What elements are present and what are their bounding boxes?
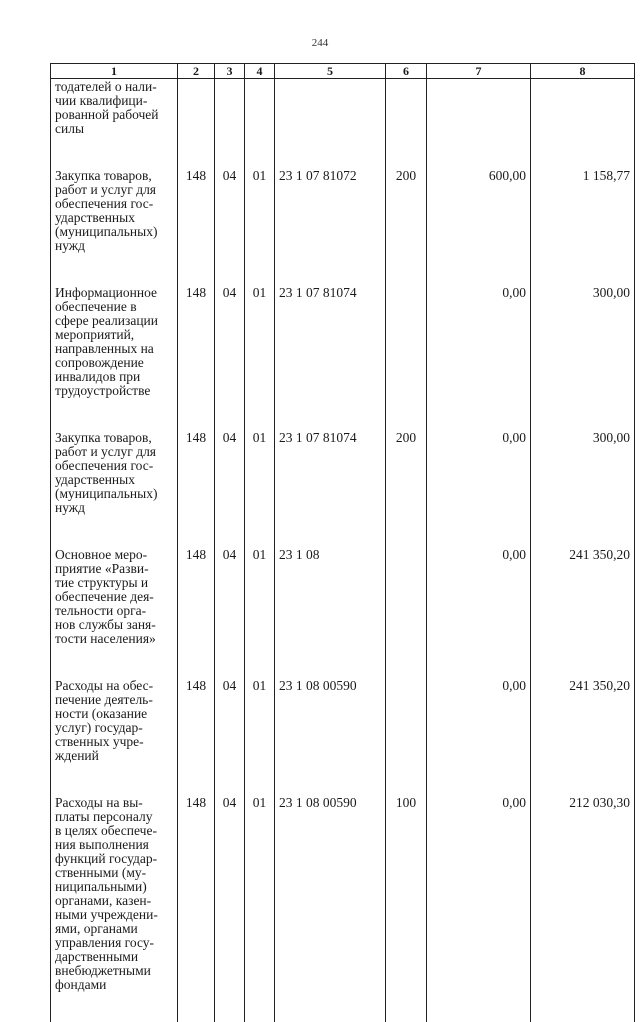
header-col-4: 4 <box>245 64 275 79</box>
cell-name-line: управления госу- <box>55 936 173 950</box>
cell-amount-2: 300,00 <box>531 428 635 515</box>
table-row <box>51 676 635 763</box>
header-col-5: 5 <box>275 64 386 79</box>
spacer-cell <box>51 992 178 1022</box>
cell-expense-type <box>386 545 427 646</box>
spacer-cell <box>215 253 245 283</box>
cell-name-line: внебюджетными <box>55 964 173 978</box>
header-col-2: 2 <box>178 64 215 79</box>
cell-name-line: услуг) государ- <box>55 721 173 735</box>
cell-section: 04 <box>215 283 245 398</box>
cell-expense-type <box>386 676 427 763</box>
row-spacer <box>51 992 635 1022</box>
cell-name-line: трудоустройстве <box>55 384 173 398</box>
spacer-cell <box>215 136 245 166</box>
cell-name-line: (муниципальных) <box>55 487 173 501</box>
spacer-cell <box>275 646 386 676</box>
spacer-cell <box>51 136 178 166</box>
spacer-cell <box>386 763 427 793</box>
cell-name-line: обеспечение дея- <box>55 590 173 604</box>
cell-expense-type <box>386 283 427 398</box>
cell-name-line: нужд <box>55 501 173 515</box>
spacer-cell <box>51 398 178 428</box>
spacer-cell <box>386 253 427 283</box>
cell-section <box>215 79 245 137</box>
cell-ministry: 148 <box>178 283 215 398</box>
cell-name <box>51 79 178 137</box>
header-col-3: 3 <box>215 64 245 79</box>
table-row <box>51 283 635 398</box>
cell-name-line: ственными (му- <box>55 866 173 880</box>
table-row <box>51 428 635 515</box>
cell-section: 04 <box>215 793 245 992</box>
cell-subsection: 01 <box>245 793 275 992</box>
spacer-cell <box>245 136 275 166</box>
cell-name <box>51 428 178 515</box>
cell-name-line: чии квалифици- <box>55 94 173 108</box>
spacer-cell <box>178 253 215 283</box>
spacer-cell <box>51 646 178 676</box>
cell-amount-2: 212 030,30 <box>531 793 635 992</box>
spacer-cell <box>386 398 427 428</box>
table-row <box>51 793 635 992</box>
cell-name-line: ударственных <box>55 211 173 225</box>
spacer-cell <box>531 398 635 428</box>
row-spacer <box>51 136 635 166</box>
row-spacer <box>51 253 635 283</box>
cell-ministry: 148 <box>178 793 215 992</box>
cell-name-line: Закупка товаров, <box>55 169 173 183</box>
spacer-cell <box>178 515 215 545</box>
spacer-cell <box>215 763 245 793</box>
cell-section: 04 <box>215 676 245 763</box>
budget-table <box>50 63 635 1022</box>
cell-name-line: платы персоналу <box>55 810 173 824</box>
cell-name <box>51 545 178 646</box>
cell-name-line: ударственных <box>55 473 173 487</box>
spacer-cell <box>245 398 275 428</box>
cell-amount-1: 600,00 <box>427 166 531 253</box>
cell-ministry: 148 <box>178 545 215 646</box>
cell-amount-2: 241 350,20 <box>531 545 635 646</box>
spacer-cell <box>531 253 635 283</box>
spacer-cell <box>245 515 275 545</box>
cell-section: 04 <box>215 166 245 253</box>
spacer-cell <box>531 515 635 545</box>
cell-ministry: 148 <box>178 676 215 763</box>
cell-name <box>51 166 178 253</box>
cell-expense-type: 200 <box>386 428 427 515</box>
cell-name-line: ями, органами <box>55 922 173 936</box>
cell-name-line: (муниципальных) <box>55 225 173 239</box>
cell-name-line: сфере реализации <box>55 314 173 328</box>
cell-amount-2 <box>531 79 635 137</box>
cell-name-line: работ и услуг для <box>55 445 173 459</box>
spacer-cell <box>386 992 427 1022</box>
cell-section: 04 <box>215 545 245 646</box>
spacer-cell <box>531 646 635 676</box>
cell-amount-1: 0,00 <box>427 676 531 763</box>
spacer-cell <box>275 763 386 793</box>
cell-target-article: 23 1 07 81074 <box>275 428 386 515</box>
cell-name-line: Расходы на обес- <box>55 679 173 693</box>
spacer-cell <box>386 136 427 166</box>
spacer-cell <box>531 763 635 793</box>
cell-name-line: ниципальными) <box>55 880 173 894</box>
spacer-cell <box>245 992 275 1022</box>
cell-expense-type: 100 <box>386 793 427 992</box>
cell-subsection: 01 <box>245 428 275 515</box>
cell-name-line: органами, казен- <box>55 894 173 908</box>
cell-name-line: обеспечения гос- <box>55 459 173 473</box>
spacer-cell <box>427 398 531 428</box>
cell-target-article: 23 1 08 00590 <box>275 793 386 992</box>
spacer-cell <box>427 992 531 1022</box>
cell-target-article: 23 1 07 81072 <box>275 166 386 253</box>
spacer-cell <box>427 136 531 166</box>
cell-amount-1: 0,00 <box>427 283 531 398</box>
cell-amount-1: 0,00 <box>427 545 531 646</box>
cell-amount-2: 300,00 <box>531 283 635 398</box>
cell-name-line: Информационное <box>55 286 173 300</box>
spacer-cell <box>215 646 245 676</box>
row-spacer <box>51 515 635 545</box>
cell-name <box>51 283 178 398</box>
cell-amount-1: 0,00 <box>427 428 531 515</box>
table-row <box>51 166 635 253</box>
spacer-cell <box>51 515 178 545</box>
cell-name-line: Расходы на вы- <box>55 796 173 810</box>
cell-target-article <box>275 79 386 137</box>
cell-name-line: тельности орга- <box>55 604 173 618</box>
cell-ministry: 148 <box>178 166 215 253</box>
cell-name <box>51 676 178 763</box>
spacer-cell <box>275 253 386 283</box>
cell-target-article: 23 1 08 00590 <box>275 676 386 763</box>
cell-subsection: 01 <box>245 545 275 646</box>
cell-name-line: дарственными <box>55 950 173 964</box>
spacer-cell <box>178 763 215 793</box>
spacer-cell <box>427 646 531 676</box>
cell-name-line: тие структуры и <box>55 576 173 590</box>
cell-name-line: тодателей о нали- <box>55 80 173 94</box>
spacer-cell <box>427 253 531 283</box>
spacer-cell <box>531 992 635 1022</box>
row-spacer <box>51 398 635 428</box>
cell-amount-2: 241 350,20 <box>531 676 635 763</box>
cell-name-line: направленных на <box>55 342 173 356</box>
cell-name-line: нужд <box>55 239 173 253</box>
spacer-cell <box>51 253 178 283</box>
cell-subsection <box>245 79 275 137</box>
spacer-cell <box>275 398 386 428</box>
cell-subsection: 01 <box>245 166 275 253</box>
spacer-cell <box>178 398 215 428</box>
spacer-cell <box>178 646 215 676</box>
cell-amount-2: 1 158,77 <box>531 166 635 253</box>
cell-name-line: инвалидов при <box>55 370 173 384</box>
cell-name-line: нов службы заня- <box>55 618 173 632</box>
cell-name-line: в целях обеспече- <box>55 824 173 838</box>
cell-name-line: печение деятель- <box>55 693 173 707</box>
header-col-8: 8 <box>531 64 635 79</box>
cell-section: 04 <box>215 428 245 515</box>
spacer-cell <box>386 515 427 545</box>
cell-target-article: 23 1 07 81074 <box>275 283 386 398</box>
cell-name-line: Основное меро- <box>55 548 173 562</box>
cell-name <box>51 793 178 992</box>
spacer-cell <box>178 992 215 1022</box>
cell-ministry <box>178 79 215 137</box>
header-col-7: 7 <box>427 64 531 79</box>
cell-expense-type: 200 <box>386 166 427 253</box>
spacer-cell <box>427 515 531 545</box>
spacer-cell <box>275 515 386 545</box>
cell-name-line: ждений <box>55 749 173 763</box>
cell-subsection: 01 <box>245 676 275 763</box>
spacer-cell <box>275 992 386 1022</box>
header-row <box>51 64 635 79</box>
table-body <box>51 79 635 1022</box>
spacer-cell <box>245 763 275 793</box>
spacer-cell <box>386 646 427 676</box>
cell-name-line: тости населения» <box>55 632 173 646</box>
cell-name-line: рованной рабочей <box>55 108 173 122</box>
spacer-cell <box>275 136 386 166</box>
cell-name-line: обеспечения гос- <box>55 197 173 211</box>
spacer-cell <box>531 136 635 166</box>
spacer-cell <box>215 515 245 545</box>
cell-name-line: работ и услуг для <box>55 183 173 197</box>
cell-name-line: ния выполнения <box>55 838 173 852</box>
cell-amount-1 <box>427 79 531 137</box>
spacer-cell <box>51 763 178 793</box>
cell-name-line: обеспечение в <box>55 300 173 314</box>
table-row <box>51 545 635 646</box>
row-spacer <box>51 646 635 676</box>
spacer-cell <box>245 253 275 283</box>
header-col-6: 6 <box>386 64 427 79</box>
cell-name-line: сопровождение <box>55 356 173 370</box>
cell-name-line: ными учреждени- <box>55 908 173 922</box>
cell-name-line: функций государ- <box>55 852 173 866</box>
cell-expense-type <box>386 79 427 137</box>
cell-name-line: Закупка товаров, <box>55 431 173 445</box>
spacer-cell <box>245 646 275 676</box>
spacer-cell <box>215 398 245 428</box>
spacer-cell <box>427 763 531 793</box>
header-col-1: 1 <box>51 64 178 79</box>
cell-name-line: силы <box>55 122 173 136</box>
cell-name-line: ственных учре- <box>55 735 173 749</box>
spacer-cell <box>178 136 215 166</box>
row-spacer <box>51 763 635 793</box>
cell-amount-1: 0,00 <box>427 793 531 992</box>
cell-ministry: 148 <box>178 428 215 515</box>
cell-name-line: ности (оказание <box>55 707 173 721</box>
cell-name-line: приятие «Разви- <box>55 562 173 576</box>
cell-target-article: 23 1 08 <box>275 545 386 646</box>
page-number: 244 <box>0 37 640 49</box>
cell-name-line: фондами <box>55 978 173 992</box>
spacer-cell <box>215 992 245 1022</box>
cell-name-line: мероприятий, <box>55 328 173 342</box>
table-row <box>51 79 635 137</box>
cell-subsection: 01 <box>245 283 275 398</box>
